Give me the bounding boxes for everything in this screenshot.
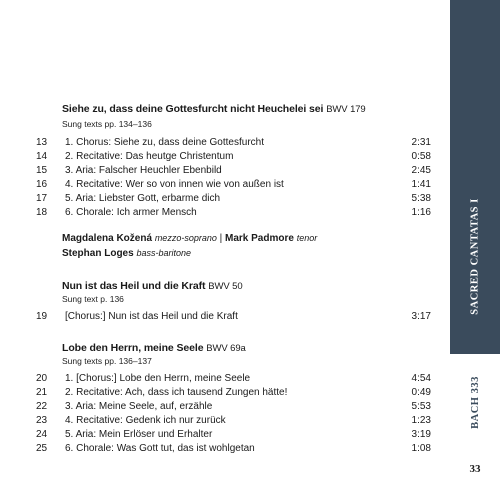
track-title: 4. Recitative: Wer so von innen wie von außen ist bbox=[65, 179, 284, 190]
work-title bbox=[62, 103, 366, 115]
track-duration: 4:54 bbox=[411, 373, 431, 384]
track-number: 14 bbox=[36, 151, 48, 162]
track-number: 25 bbox=[36, 443, 48, 454]
bwv-number: BWV 179 bbox=[326, 104, 366, 115]
track-row bbox=[0, 443, 440, 457]
sung-text-ref: Sung texts pp. 136–137 bbox=[62, 356, 152, 366]
track-number: 24 bbox=[36, 429, 48, 440]
track-row bbox=[0, 137, 440, 151]
performer-role: mezzo-soprano bbox=[154, 233, 217, 243]
track-duration: 0:49 bbox=[411, 387, 431, 398]
track-row bbox=[0, 179, 440, 193]
work-title bbox=[62, 280, 243, 292]
performer-role: tenor bbox=[296, 233, 318, 243]
performer-name: Mark Padmore bbox=[225, 233, 294, 244]
track-title: 1. [Chorus:] Lobe den Herrn, meine Seele bbox=[65, 373, 251, 384]
track-duration: 0:58 bbox=[411, 151, 431, 162]
track-duration: 1:23 bbox=[411, 415, 431, 426]
sung-text-ref: Sung text p. 136 bbox=[62, 294, 124, 304]
track-row bbox=[0, 151, 440, 165]
track-duration: 5:53 bbox=[411, 401, 431, 412]
track-title: 3. Aria: Meine Seele, auf, erzähle bbox=[65, 401, 213, 412]
track-row bbox=[0, 193, 440, 207]
bwv-number: BWV 50 bbox=[208, 281, 243, 292]
track-duration: 3:19 bbox=[411, 429, 431, 440]
track-duration: 2:31 bbox=[411, 137, 431, 148]
track-number: 17 bbox=[36, 193, 48, 204]
track-title: 2. Recitative: Ach, dass ich tausend Zungen hätte! bbox=[65, 387, 288, 398]
track-title: 6. Chorale: Ich armer Mensch bbox=[65, 207, 197, 218]
track-number: 21 bbox=[36, 387, 48, 398]
work-title-text: Lobe den Herrn, meine Seele bbox=[62, 342, 204, 354]
track-number: 15 bbox=[36, 165, 48, 176]
work-title bbox=[62, 342, 246, 354]
track-row bbox=[0, 429, 440, 443]
track-row bbox=[0, 415, 440, 429]
performers-line bbox=[62, 248, 191, 259]
track-duration: 1:08 bbox=[411, 443, 431, 454]
track-title: 4. Recitative: Gedenk ich nur zurück bbox=[65, 415, 226, 426]
track-title: [Chorus:] Nun ist das Heil und die Kraft bbox=[65, 311, 238, 322]
track-number: 18 bbox=[36, 207, 48, 218]
bwv-number: BWV 69a bbox=[206, 343, 246, 354]
track-title: 5. Aria: Liebster Gott, erbarme dich bbox=[65, 193, 221, 204]
track-title: 5. Aria: Mein Erlöser und Erhalter bbox=[65, 429, 213, 440]
track-title: 1. Chorus: Siehe zu, dass deine Gottesfurcht bbox=[65, 137, 264, 148]
performer-separator: | bbox=[219, 233, 223, 244]
work-title-text: Nun ist das Heil und die Kraft bbox=[62, 280, 206, 292]
track-row bbox=[0, 207, 440, 221]
track-duration: 1:41 bbox=[411, 179, 431, 190]
track-number: 16 bbox=[36, 179, 48, 190]
volume-label-text: BACH 333 bbox=[469, 375, 481, 429]
sung-text-ref: Sung texts pp. 134–136 bbox=[62, 119, 152, 129]
track-duration: 5:38 bbox=[411, 193, 431, 204]
track-title: 6. Chorale: Was Gott tut, das ist wohlgetan bbox=[65, 443, 255, 454]
track-number: 22 bbox=[36, 401, 48, 412]
track-row bbox=[0, 373, 440, 387]
performer-role: bass-baritone bbox=[136, 248, 192, 258]
series-title-text: SACRED CANTATAS I bbox=[469, 197, 481, 315]
track-title: 2. Recitative: Das heutge Christentum bbox=[65, 151, 234, 162]
track-number: 23 bbox=[36, 415, 48, 426]
track-duration: 2:45 bbox=[411, 165, 431, 176]
page-number: 33 bbox=[469, 463, 481, 475]
track-number: 19 bbox=[36, 311, 48, 322]
series-title bbox=[450, 196, 500, 316]
track-row bbox=[0, 387, 440, 401]
track-duration: 3:17 bbox=[411, 311, 431, 322]
performers-line bbox=[62, 233, 317, 244]
work-title-text: Siehe zu, dass deine Gottesfurcht nicht Heuchelei sei bbox=[62, 103, 324, 115]
track-number: 20 bbox=[36, 373, 48, 384]
performer-name: Magdalena Kožená bbox=[62, 233, 153, 244]
track-row bbox=[0, 165, 440, 179]
track-number: 13 bbox=[36, 137, 48, 148]
track-duration: 1:16 bbox=[411, 207, 431, 218]
volume-label bbox=[450, 372, 500, 432]
performer-name: Stephan Loges bbox=[62, 248, 134, 259]
track-title: 3. Aria: Falscher Heuchler Ebenbild bbox=[65, 165, 222, 176]
track-row bbox=[0, 311, 440, 325]
track-row bbox=[0, 401, 440, 415]
